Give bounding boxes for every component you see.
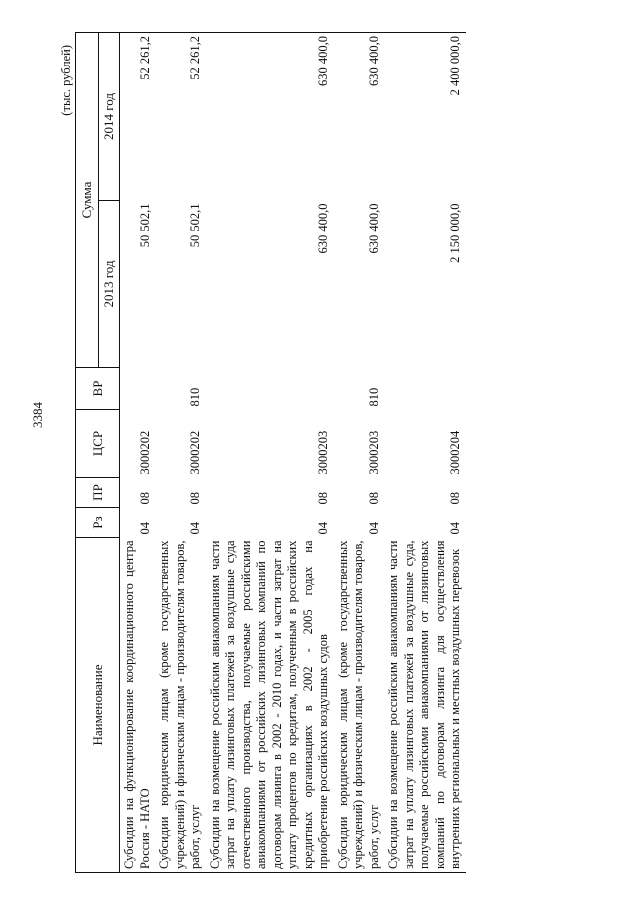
row-2013: 630 400,0 — [316, 203, 330, 254]
header-name: Наименование — [76, 538, 120, 873]
header-pr: ПР — [76, 478, 120, 508]
table-row — [120, 33, 156, 873]
row-name: Субсидии на возмещение российским авиакомпаниям части затрат на уплату лизинговых платежей за воздушные суда, получаемые российскими авиакомпаниями от лизинговых компаний по договорам лизинга для осуществления внутренних региональных и местных воздушных перевозок — [384, 538, 466, 873]
row-rz: 04 — [316, 522, 330, 535]
table-row — [206, 33, 334, 873]
row-pr: 08 — [366, 492, 381, 505]
header-csr: ЦСР — [76, 410, 120, 478]
row-name: Субсидии юридическим лицам (кроме государственных учреждений) и физическим лицам - производителям товаров, работ, услуг — [155, 538, 206, 873]
table-row — [155, 33, 206, 873]
row-rz: 04 — [448, 522, 462, 535]
row-pr: 08 — [448, 492, 462, 505]
row-2013: 630 400,0 — [366, 203, 381, 254]
row-2013: 2 150 000,0 — [448, 203, 462, 263]
row-csr: 3000202 — [137, 430, 152, 475]
row-rz: 04 — [188, 522, 202, 535]
row-csr: 3000202 — [188, 430, 202, 475]
row-vr — [206, 368, 334, 410]
row-vr — [120, 368, 156, 410]
row-vr: 810 — [366, 387, 381, 407]
header-sum: Сумма — [76, 33, 99, 368]
row-2014: 630 400,0 — [334, 33, 385, 201]
row-rz: 04 — [366, 522, 381, 535]
row-csr: 3000204 — [448, 430, 462, 475]
header-vr: ВР — [76, 368, 120, 410]
header-year-2014: 2014 год — [99, 33, 120, 201]
table-row — [334, 33, 385, 873]
row-vr — [384, 368, 466, 410]
row-2014: 2 400 000,0 — [384, 33, 466, 201]
rotated-table-area — [59, 33, 579, 873]
budget-table — [75, 32, 466, 873]
unit-note: (тыс. рублей) — [59, 45, 73, 116]
header-year-2013: 2013 год — [99, 201, 120, 368]
row-pr: 08 — [316, 492, 330, 505]
row-pr: 08 — [137, 492, 152, 505]
row-pr: 08 — [188, 492, 202, 505]
row-2013: 50 502,1 — [137, 203, 152, 248]
page-number: 3384 — [30, 402, 45, 428]
row-name: Субсидии на возмещение российским авиакомпаниям части затрат на уплату лизинговых платежей за воздушные суда отечественного производства, получаемые российскими авиакомпаниями от российских лизинговых компаний по договорам лизинга в 2002 - 2010 годах, и части затрат на уплату процентов по кредитам, полученным в российских кредитных организациях в 2002 - 2005 годах на приобретение российских воздушных судов — [206, 538, 334, 873]
row-csr: 3000203 — [316, 430, 330, 475]
header-rz: Рз — [76, 508, 120, 538]
row-name: Субсидии юридическим лицам (кроме государственных учреждений) и физическим лицам - производителям товаров, работ, услуг — [334, 538, 385, 873]
row-2014: 52 261,2 — [120, 33, 156, 201]
row-2014: 52 261,2 — [155, 33, 206, 201]
table-row — [384, 33, 466, 873]
row-rz: 04 — [137, 522, 152, 535]
row-name: Субсидии на функционирование координационного центра Россия - НАТО — [120, 538, 156, 873]
header-row — [76, 33, 99, 873]
row-2014: 630 400,0 — [206, 33, 334, 201]
row-2013: 50 502,1 — [188, 203, 202, 248]
row-vr: 810 — [188, 387, 202, 407]
row-csr: 3000203 — [366, 430, 381, 475]
